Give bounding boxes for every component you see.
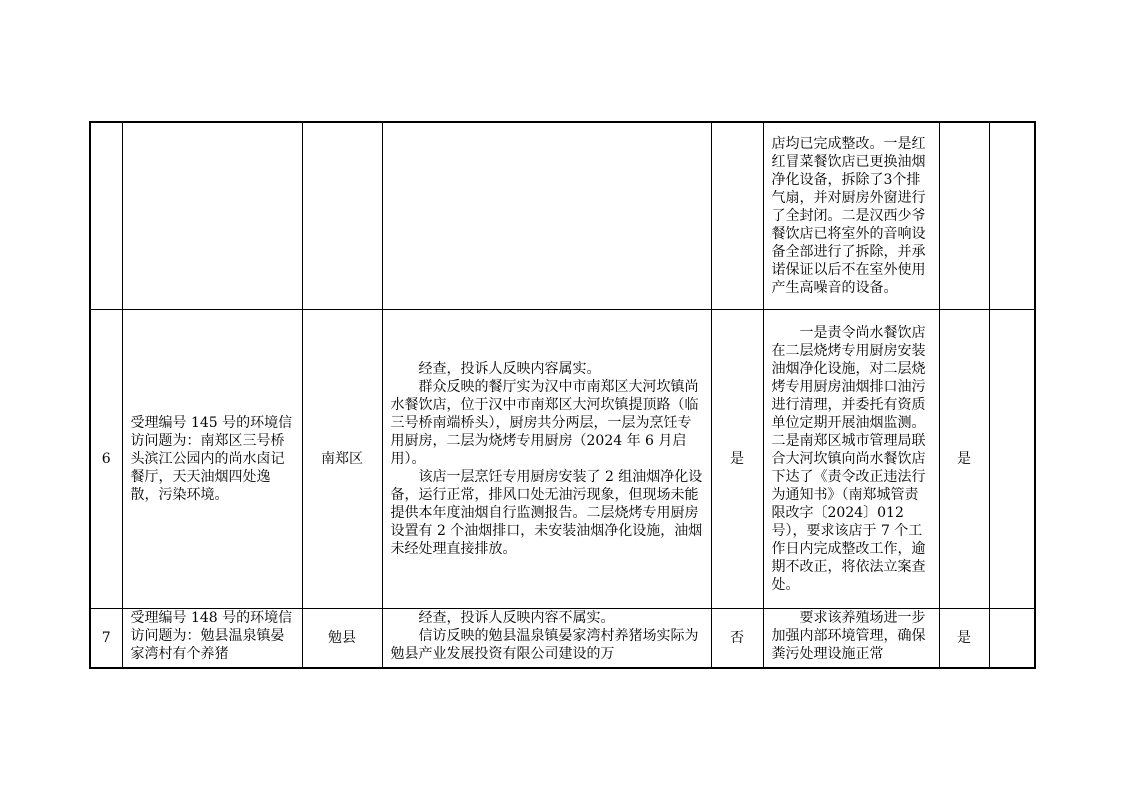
verified-cell: 否	[711, 608, 763, 668]
completed-cell: 是	[939, 309, 989, 608]
finding-paragraph: 经查，投诉人反映内容属实。	[418, 360, 601, 377]
issue-cell: 受理编号 148 号的环境信访问题为：勉县温泉镇晏家湾村有个养猪	[122, 608, 302, 668]
finding-paragraph: 经查，投诉人反映内容不属实。	[418, 609, 615, 626]
finding-paragraph: 信访反映的勉县温泉镇晏家湾村养猪场实际为勉县产业发展投资有限公司建设的万	[390, 627, 699, 662]
findings-cell	[382, 608, 711, 668]
table-row	[90, 608, 1035, 668]
remark-cell	[989, 122, 1035, 309]
district-cell	[302, 122, 382, 309]
district-cell: 南郑区	[302, 309, 382, 608]
verified-cell: 是	[711, 309, 763, 608]
table-row	[90, 309, 1035, 608]
actions-cell	[763, 122, 939, 309]
actions-cell	[763, 608, 939, 668]
row-number: 7	[90, 608, 122, 668]
verified-cell	[711, 122, 763, 309]
complaint-table	[89, 121, 1036, 669]
action-paragraph: 店均已完成整改。一是红红冒菜餐饮店已更换油烟净化设备，拆除了3个排气扇，并对厨房外窗进行了全封闭。二是汉西少爷餐饮店已将室外的音响设备全部进行了拆除，并承诺保证以后不在室外使用产生高噪音的设备。	[771, 135, 926, 296]
table-row	[90, 122, 1035, 309]
finding-paragraph: 群众反映的餐厅实为汉中市南郑区大河坎镇尚水餐饮店，位于汉中市南郑区大河坎镇提顶路（临三号桥南端桥头），厨房共分两层，一层为烹饪专用厨房，二层为烧烤专用厨房（2024 年 6 月启用）。	[390, 378, 699, 467]
district-cell: 勉县	[302, 608, 382, 668]
issue-cell	[122, 122, 302, 309]
completed-cell: 是	[939, 608, 989, 668]
action-paragraph: 要求该养殖场进一步加强内部环境管理，确保粪污处理设施正常	[771, 609, 926, 662]
issue-cell: 受理编号 145 号的环境信访问题为：南郑区三号桥头滨江公园内的尚水卤记餐厅，天天油烟四处逸散，污染环境。	[122, 309, 302, 608]
findings-cell	[382, 122, 711, 309]
findings-cell	[382, 309, 711, 608]
row-number	[90, 122, 122, 309]
actions-cell	[763, 309, 939, 608]
finding-paragraph: 该店一层烹饪专用厨房安装了 2 组油烟净化设备，运行正常，排风口处无油污现象，但现场未能提供本年度油烟自行监测报告。二层烧烤专用厨房设置有 2 个油烟排口，未安装油烟净化设施，油烟未经处理直接排放。	[390, 468, 703, 557]
row-number: 6	[90, 309, 122, 608]
remark-cell	[989, 608, 1035, 668]
remark-cell	[989, 309, 1035, 608]
completed-cell	[939, 122, 989, 309]
action-paragraph: 一是责令尚水餐饮店在二层烧烤专用厨房安装油烟净化设施，对二层烧烤专用厨房油烟排口油污进行清理，并委托有资质单位定期开展油烟监测。二是南郑区城市管理局联合大河坎镇向尚水餐饮店下达了《责令改正违法行为通知书》（南郑城管责限改字〔2024〕012 号），要求该店于 7 个工作日内完成整改工作，逾期不改正，将依法立案查处。	[771, 324, 926, 593]
